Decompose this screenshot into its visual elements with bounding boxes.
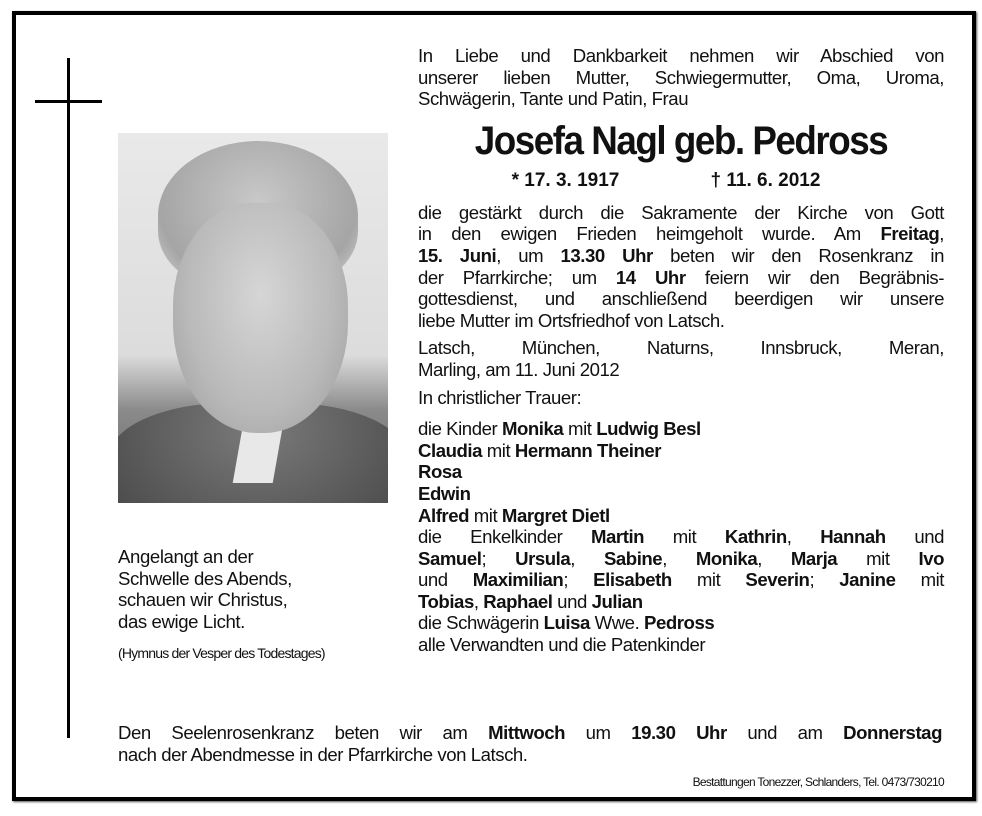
text: , [473, 590, 484, 612]
text: und [552, 590, 592, 612]
rosary-line [118, 744, 942, 766]
text: Den Seelenrosenkranz beten wir am [118, 722, 489, 743]
text: liebe Mutter im Ortsfriedhof von Latsch. [418, 309, 725, 331]
mourners-line [418, 634, 944, 656]
paragraph-line [418, 267, 944, 289]
intro-line: In Liebe und Dankbarkeit nehmen wir Abschied von [418, 45, 944, 66]
text: nach der Abendmesse in der Pfarrkirche von Latsch. [118, 743, 528, 765]
mourning-label: In christlicher Trauer: [418, 386, 582, 408]
bold-text: Monika [501, 418, 564, 440]
text: mit [563, 418, 597, 440]
cross-icon-bar [35, 100, 102, 103]
portrait-photo [118, 133, 388, 503]
deceased-name: Josefa Nagl geb. Pedross [474, 118, 888, 163]
text: mit [895, 569, 945, 591]
text: und am [726, 722, 844, 743]
bold-text: Severin [745, 569, 810, 591]
mourners-line [418, 569, 944, 591]
paragraph-line [418, 223, 944, 245]
text: mit [837, 547, 919, 569]
text: Latsch, München, Naturns, Innsbruck, Meran, [418, 337, 944, 359]
quote-line: Angelangt an der [118, 546, 254, 567]
bold-text: Margret Dietl [501, 504, 610, 526]
bold-text: Freitag [880, 223, 940, 245]
intro-line: unserer lieben Mutter, Schwiegermutter, Oma, Uroma, [418, 66, 944, 88]
text: , [662, 547, 696, 569]
place-date-line [418, 359, 944, 381]
mourners-line [418, 418, 944, 440]
bold-text: Hermann Theiner [514, 439, 662, 461]
bold-text: Ivo [918, 547, 945, 569]
bold-text: Claudia [418, 439, 483, 461]
bold-text: Kathrin [724, 526, 787, 548]
bold-text: Ursula [515, 547, 571, 569]
paragraph-line [418, 288, 944, 310]
text: und [885, 526, 945, 548]
quote-line: schauen wir Christus, [118, 589, 288, 611]
text: mit [644, 526, 725, 548]
text: alle Verwandten und die Patenkinder [418, 634, 706, 656]
quote [118, 546, 292, 632]
text: die gestärkt durch die Sakramente der Kirche von Gott [418, 201, 944, 223]
cross-icon [67, 58, 70, 738]
bold-text: Elisabeth [593, 569, 672, 591]
text: mit [671, 569, 746, 591]
bold-text: Edwin [418, 482, 471, 504]
text: , [757, 547, 791, 569]
funeral-paragraph [418, 202, 944, 332]
mourners-line [418, 440, 944, 462]
birth-date: * 17. 3. 1917 [511, 169, 620, 191]
paragraph-line [418, 310, 944, 332]
life-dates [466, 170, 866, 192]
quote-source: (Hymnus der Vesper des Todestages) [118, 645, 325, 661]
bold-text: 14 Uhr [615, 266, 686, 288]
bold-text: Sabine [603, 547, 663, 569]
place-date-line [418, 337, 944, 359]
mourners-line [418, 483, 944, 505]
bold-text: Donnerstag [843, 722, 942, 743]
bold-text: Tobias [418, 590, 474, 612]
text: feiern wir den Begräbnis- [685, 266, 944, 288]
bold-text: 19.30 Uhr [631, 722, 727, 743]
mourners-list [418, 418, 944, 656]
bold-text: Mittwoch [488, 722, 566, 743]
bold-text: 15. Juni [418, 244, 497, 266]
text: mit [482, 439, 515, 461]
bold-text: Monika [695, 547, 758, 569]
mourners-line [418, 548, 944, 570]
bold-text: Janine [839, 569, 896, 591]
text: , [786, 526, 821, 548]
bold-text: Alfred [418, 504, 470, 526]
notice-text [418, 45, 944, 656]
text: Marling, am 11. Juni 2012 [418, 358, 620, 380]
bold-text: Pedross [644, 612, 715, 634]
bold-text: Samuel [418, 547, 482, 569]
text: , [939, 223, 944, 245]
paragraph-line [418, 245, 944, 267]
paragraph-line [418, 202, 944, 224]
bold-text: Hannah [820, 526, 886, 548]
text: in den ewigen Frieden heimgeholt wurde. Am [418, 223, 881, 245]
death-date: † 11. 6. 2012 [710, 169, 821, 191]
text: ; [809, 569, 840, 591]
intro-line: Schwägerin, Tante und Patin, Frau [418, 88, 689, 110]
text: ; [563, 569, 594, 591]
rosary-line [118, 722, 942, 744]
text: die Schwägerin [418, 612, 544, 634]
text: , [570, 547, 604, 569]
text: und [418, 569, 473, 591]
bold-text: Julian [591, 590, 643, 612]
text: mit [469, 504, 502, 526]
bold-text: Maximilian [472, 569, 564, 591]
bold-text: Rosa [418, 461, 462, 483]
mourners-line [418, 461, 944, 483]
quote-line: Schwelle des Abends, [118, 567, 292, 589]
mourners-line [418, 526, 944, 548]
text: der Pfarrkirche; um [418, 266, 616, 288]
bold-text: Marja [790, 547, 838, 569]
text: die Enkelkinder [418, 526, 591, 548]
funeral-home-footer: Bestattungen Tonezzer, Schlanders, Tel. 0473/730210 [692, 775, 944, 789]
bold-text: Raphael [483, 590, 553, 612]
bold-text: 13.30 Uhr [560, 244, 653, 266]
bold-text: Martin [591, 526, 645, 548]
text: beten wir den Rosenkranz in [652, 244, 944, 266]
rosary-notice [118, 722, 942, 765]
text: , um [496, 244, 561, 266]
text: ; [481, 547, 516, 569]
mourners-line [418, 505, 944, 527]
text: gottesdienst, und anschließend beerdigen wir unsere [418, 288, 944, 310]
mourners-line [418, 612, 944, 634]
place-date [418, 337, 944, 380]
bold-text: Ludwig Besl [596, 418, 701, 440]
quote-line: das ewige Licht. [118, 610, 245, 632]
text: Wwe. [589, 612, 645, 634]
bold-text: Luisa [543, 612, 590, 634]
text: um [565, 722, 632, 743]
text: die Kinder [418, 418, 502, 440]
mourners-line [418, 591, 944, 613]
